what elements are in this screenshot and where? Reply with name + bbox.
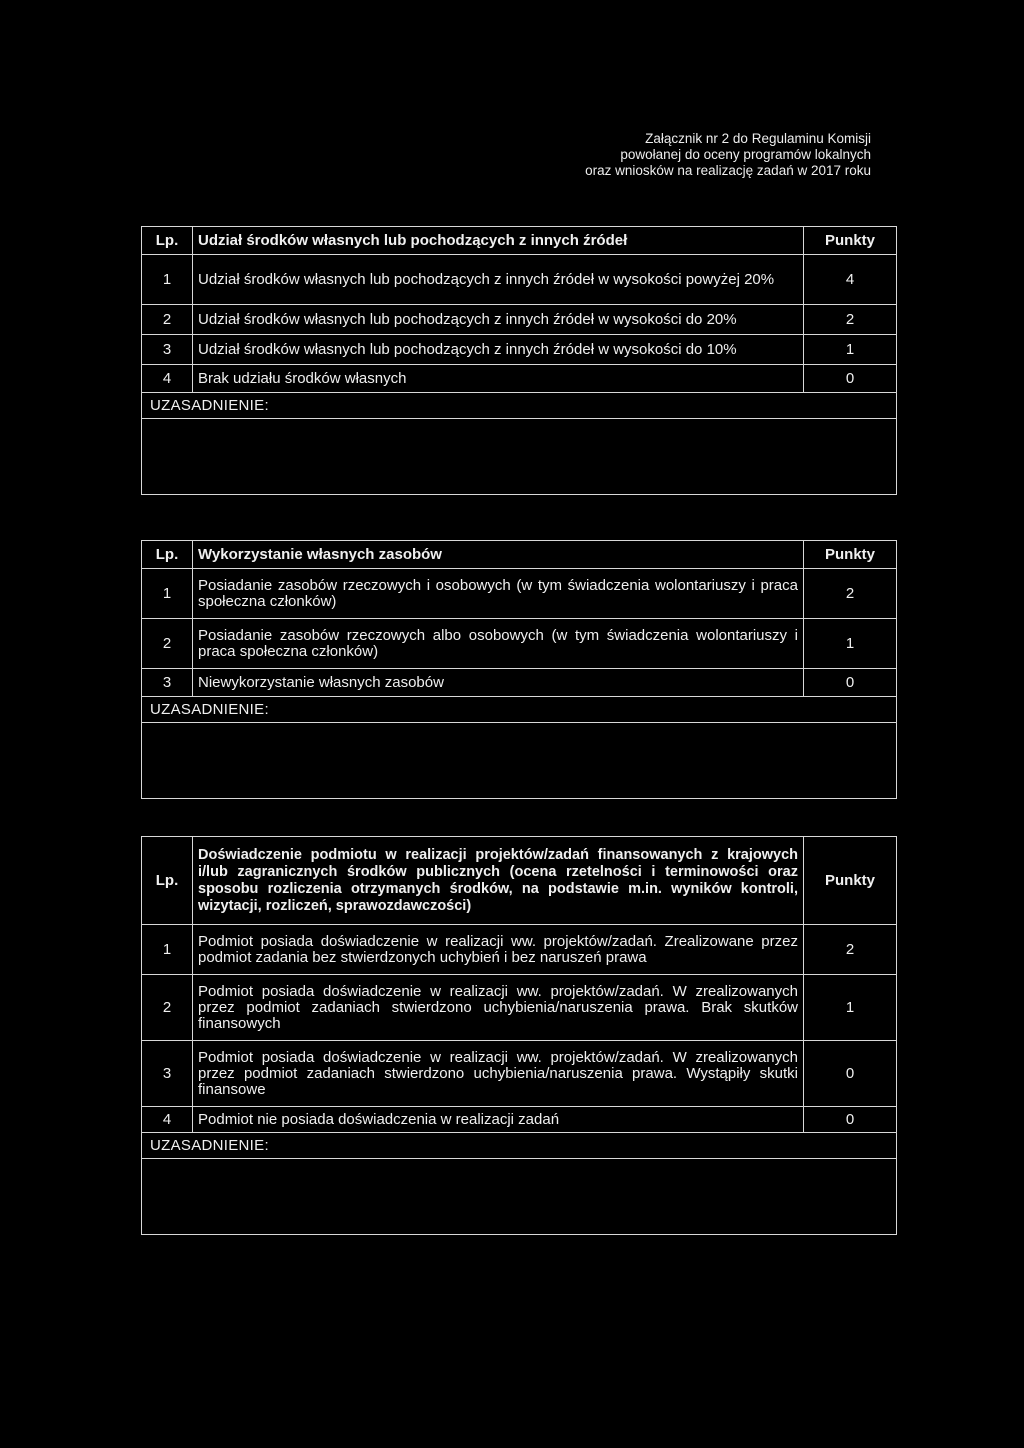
- table-row: [142, 255, 897, 305]
- row-criterion: Podmiot posiada doświadczenie w realizacji ww. projektów/zadań. W zrealizowanych przez podmiot zadaniach stwierdzono uchybienia/naruszenia prawa. Wystąpiły skutki finansowe: [193, 1041, 804, 1107]
- justification-field-row: [142, 1159, 897, 1235]
- header-line-2: powołanej do oceny programów lokalnych: [620, 147, 871, 162]
- table-row: [142, 305, 897, 335]
- attachment-header: [585, 131, 871, 179]
- justification-row: [142, 697, 897, 723]
- row-points: 0: [804, 365, 897, 393]
- row-number: 3: [142, 669, 193, 697]
- row-points: 2: [804, 925, 897, 975]
- row-number: 3: [142, 335, 193, 365]
- points-header: Punkty: [804, 227, 897, 255]
- table-header-row: [142, 541, 897, 569]
- row-number: 1: [142, 255, 193, 305]
- row-number: 3: [142, 1041, 193, 1107]
- table-row: [142, 669, 897, 697]
- row-number: 1: [142, 925, 193, 975]
- own-resources-table: [141, 540, 897, 799]
- row-criterion: Niewykorzystanie własnych zasobów: [193, 669, 804, 697]
- table-row: [142, 335, 897, 365]
- row-number: 2: [142, 619, 193, 669]
- row-criterion: Brak udziału środków własnych: [193, 365, 804, 393]
- lp-header: Lp.: [142, 227, 193, 255]
- row-criterion: Podmiot posiada doświadczenie w realizacji ww. projektów/zadań. W zrealizowanych przez podmiot zadaniach stwierdzono uchybienia/naruszenia prawa. Brak skutków finansowych: [193, 975, 804, 1041]
- row-number: 2: [142, 305, 193, 335]
- criterion-header: Udział środków własnych lub pochodzących z innych źródeł: [193, 227, 804, 255]
- row-points: 0: [804, 1107, 897, 1133]
- justification-field[interactable]: [142, 1159, 897, 1235]
- row-criterion: Posiadanie zasobów rzeczowych albo osobowych (w tym świadczenia wolontariuszy i praca społeczna członków): [193, 619, 804, 669]
- justification-field-row: [142, 419, 897, 495]
- row-points: 1: [804, 975, 897, 1041]
- criterion-header: Wykorzystanie własnych zasobów: [193, 541, 804, 569]
- header-line-3: oraz wniosków na realizację zadań w 2017 roku: [585, 163, 871, 178]
- justification-label: UZASADNIENIE:: [142, 1133, 897, 1159]
- header-line-1: Załącznik nr 2 do Regulaminu Komisji: [645, 131, 871, 146]
- justification-label: UZASADNIENIE:: [142, 697, 897, 723]
- row-points: 4: [804, 255, 897, 305]
- row-number: 1: [142, 569, 193, 619]
- row-points: 1: [804, 619, 897, 669]
- points-header: Punkty: [804, 541, 897, 569]
- table-row: [142, 619, 897, 669]
- justification-field[interactable]: [142, 419, 897, 495]
- justification-field[interactable]: [142, 723, 897, 799]
- table-row: [142, 569, 897, 619]
- row-criterion: Podmiot posiada doświadczenie w realizacji ww. projektów/zadań. Zrealizowane przez podmiot zadania bez stwierdzonych uchybień i bez naruszeń prawa: [193, 925, 804, 975]
- table-header-row: [142, 227, 897, 255]
- row-criterion: Posiadanie zasobów rzeczowych i osobowych (w tym świadczenia wolontariuszy i praca społeczna członków): [193, 569, 804, 619]
- table-row: [142, 365, 897, 393]
- row-criterion: Podmiot nie posiada doświadczenia w realizacji zadań: [193, 1107, 804, 1133]
- own-funds-table: [141, 226, 897, 495]
- lp-header: Lp.: [142, 541, 193, 569]
- table-row: [142, 1041, 897, 1107]
- table-header-row: [142, 837, 897, 925]
- table-row: [142, 925, 897, 975]
- table-row: [142, 975, 897, 1041]
- experience-table: [141, 836, 897, 1235]
- row-points: 2: [804, 305, 897, 335]
- justification-label: UZASADNIENIE:: [142, 393, 897, 419]
- lp-header: Lp.: [142, 837, 193, 925]
- row-number: 4: [142, 1107, 193, 1133]
- row-criterion: Udział środków własnych lub pochodzących z innych źródeł w wysokości do 20%: [193, 305, 804, 335]
- justification-row: [142, 1133, 897, 1159]
- row-points: 1: [804, 335, 897, 365]
- criterion-header: Doświadczenie podmiotu w realizacji projektów/zadań finansowanych z krajowych i/lub zagranicznych środków publicznych (ocena rzetelności i terminowości oraz sposobu rozliczenia otrzymanych środków, na podstawie m.in. wyników kontroli, wizytacji, rozliczeń, sprawozdawczości): [193, 837, 804, 925]
- points-header: Punkty: [804, 837, 897, 925]
- row-points: 0: [804, 669, 897, 697]
- row-number: 2: [142, 975, 193, 1041]
- justification-row: [142, 393, 897, 419]
- row-number: 4: [142, 365, 193, 393]
- row-criterion: Udział środków własnych lub pochodzących z innych źródeł w wysokości powyżej 20%: [193, 255, 804, 305]
- justification-field-row: [142, 723, 897, 799]
- row-points: 2: [804, 569, 897, 619]
- row-points: 0: [804, 1041, 897, 1107]
- row-criterion: Udział środków własnych lub pochodzących z innych źródeł w wysokości do 10%: [193, 335, 804, 365]
- table-row: [142, 1107, 897, 1133]
